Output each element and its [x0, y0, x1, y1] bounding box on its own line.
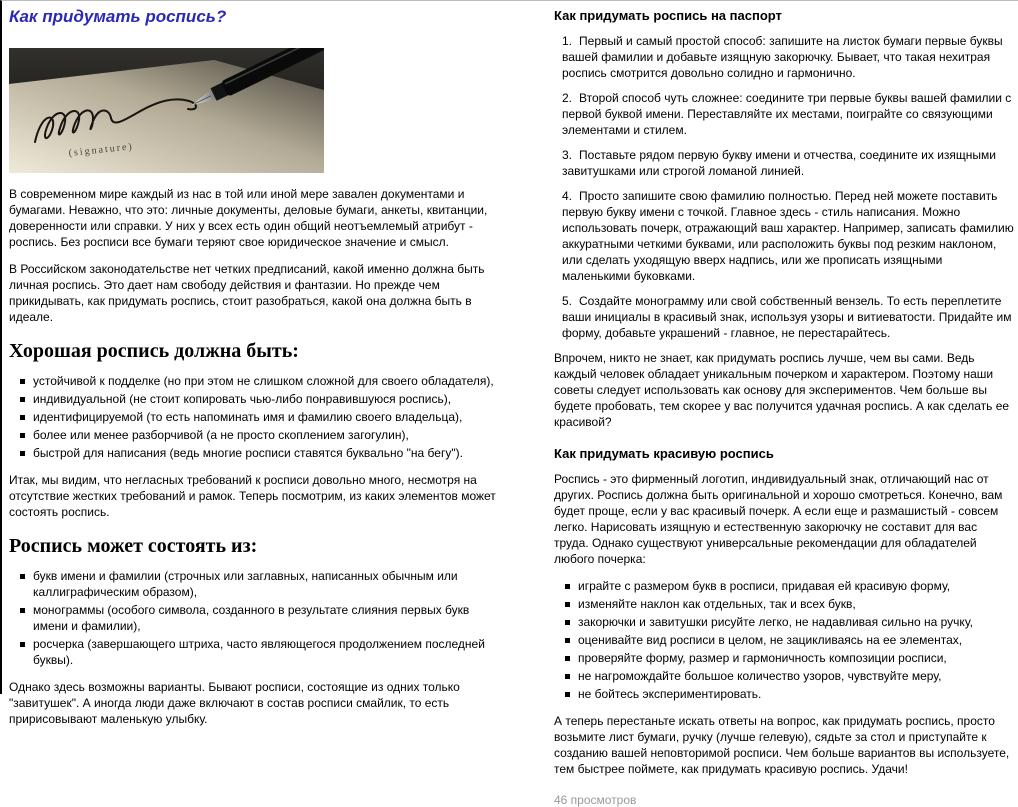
item-number: 4. — [562, 189, 573, 203]
numbered-item — [554, 147, 1014, 179]
item-text: Просто запишите свою фамилию полностью. Перед ней можете поставить первую букву имени с точкой. Главное здесь - стиль написания. Можно использовать почерк, отражающий ваш характер. Например, записать фамилию аккуратными четкими буквами, или расположить буквы под резким наклоном, или сделать уходящую вверх надпись, или же прописать изящными маленькими буковками. — [562, 189, 1014, 283]
section-heading-passport: Как придумать роспись на паспорт — [554, 8, 782, 23]
numbered-item — [554, 293, 1014, 341]
intro-paragraph-2: В Российском законодательстве нет четких предписаний, какой именно должна быть личная роспись. Это дает нам свободу действия и фантазии. Но прежде чем прикидывать, как придумать роспись, стоит разобраться, какой она должна быть в идеале. — [9, 262, 485, 324]
paragraph-beautiful-intro: Роспись - это фирменный логотип, индивидуальный знак, отличающий нас от других. Роспись должна быть оригинальной и хорошо смотреться. Конечно, вам будет проще, если у вас красивый почерк. А если еще и размашистый - совсем легко. Нарисовать изящную и естественную закорючку не составит для вас труда. Однако существуют универсальные рекомендации для обладателей любого почерка: — [554, 472, 1003, 566]
list-item: не бойтесь экспериментировать. — [578, 686, 1014, 702]
signature-parts-list — [9, 568, 496, 668]
numbered-item — [554, 33, 1014, 81]
views-count: 46 просмотров — [554, 793, 637, 807]
list-item: оценивайте вид росписи в целом, не зацикливаясь на ее элементах, — [578, 632, 1014, 648]
list-item: не нагромождайте большое количество узоров, чувствуйте меру, — [578, 668, 1014, 684]
list-item: букв имени и фамилии (строчных или заглавных, написанных обычным или каллиграфическим образом), — [33, 568, 496, 600]
item-number: 2. — [562, 91, 573, 105]
paragraph-requirements: Итак, мы видим, что негласных требований к росписи довольно много, несмотря на отсутствие жестких требований и рамок. Теперь посмотрим, из каких элементов может состоять роспись. — [9, 473, 496, 519]
intro-paragraph-1: В современном мире каждый из нас в той или иной мере завален документами и бумагами. Неважно, что это: личные документы, деловые бумаги, анкеты, квитанции, доверенности или справки. У них у всех есть один общий неотъемлемый атрибут - роспись. Без росписи все бумаги теряют свое юридическое значение и смысл. — [9, 187, 488, 249]
right-column — [554, 6, 1014, 807]
section-heading-beautiful: Как придумать красивую роспись — [554, 446, 774, 461]
numbered-item — [554, 90, 1014, 138]
list-item: быстрой для написания (ведь многие росписи ставятся буквально "на бегу"). — [33, 445, 496, 461]
item-number: 5. — [562, 294, 573, 308]
list-item: более или менее разборчивой (а не просто скоплением загогулин), — [33, 427, 496, 443]
list-item: росчерка (завершающего штриха, часто являющегося продолжением последней буквы). — [33, 636, 496, 668]
item-text: Создайте монограмму или свой собственный вензель. То есть переплетите ваши инициалы в красивый знак, используя узоры и витиеватости. Придайте им форму, добавьте украшений - главное, не перестарайтесь. — [562, 294, 1012, 340]
section-heading-good-signature: Хорошая роспись должна быть: — [9, 340, 299, 362]
item-number: 3. — [562, 148, 573, 162]
list-item: играйте с размером букв в росписи, придавая ей красивую форму, — [578, 578, 1014, 594]
list-item: идентифицируемой (то есть напоминать имя и фамилию своего владельца), — [33, 409, 496, 425]
good-signature-list — [9, 373, 496, 461]
item-text: Поставьте рядом первую букву имени и отчества, соедините их изящными завитушками или строгой ломаной линией. — [562, 148, 996, 178]
recommendations-list — [554, 578, 1014, 702]
paragraph-conclusion: А теперь перестаньте искать ответы на вопрос, как придумать роспись, просто возьмите лист бумаги, ручку (лучше гелевую), сядьте за стол и приступайте к созданию вашей неповторимой росписи. Чем больше вариантов вы используете, тем быстрее поймете, как придумать красивую роспись. Удачи! — [554, 714, 1010, 776]
photo-caption: (signature) — [68, 141, 135, 159]
list-item: индивидуальной (не стоит копировать чью-либо понравившуюся роспись), — [33, 391, 496, 407]
paragraph-variants: Однако здесь возможны варианты. Бывают росписи, состоящие из одних только "завитушек". А иногда люди даже включают в состав росписи смайлик, то есть пририсовывают маленькую улыбку. — [9, 680, 460, 726]
list-item: проверяйте форму, размер и гармоничность композиции росписи, — [578, 650, 1014, 666]
numbered-item — [554, 188, 1014, 284]
list-item: закорючки и завитушки рисуйте легко, не надавливая сильно на ручку, — [578, 614, 1014, 630]
signature-pen-photo — [9, 48, 324, 173]
left-column — [9, 6, 496, 807]
list-item: устойчивой к подделке (но при этом не слишком сложной для своего обладателя), — [33, 373, 496, 389]
article-page — [2, 1, 1018, 807]
item-number: 1. — [562, 34, 573, 48]
item-text: Первый и самый простой способ: запишите на листок бумаги первые буквы вашей фамилии и добавьте изящную закорючку. Бывает, что такая нехитрая роспись смотрится довольно солидно и гармонично. — [562, 34, 1003, 80]
item-text: Второй способ чуть сложнее: соедините три первые буквы вашей фамилии с первой буквой имени. Переставляйте их местами, поиграйте со связующими элементами и стилем. — [562, 91, 1012, 137]
list-item: монограммы (особого символа, созданного в результате слияния первых букв имени и фамилии), — [33, 602, 496, 634]
page-title: Как придумать роспись? — [9, 7, 227, 26]
section-heading-signature-parts: Роспись может состоять из: — [9, 535, 258, 557]
list-item: изменяйте наклон как отдельных, так и всех букв, — [578, 596, 1014, 612]
paragraph-advice: Впрочем, никто не знает, как придумать роспись лучше, чем вы сами. Ведь каждый человек обладает уникальным почерком и характером. Поэтому наши советы следует использовать как основу для экспериментов. Чем больше вы будете пробовать, тем скорее у вас получится удачная роспись. А как сделать ее красивой? — [554, 351, 1010, 429]
